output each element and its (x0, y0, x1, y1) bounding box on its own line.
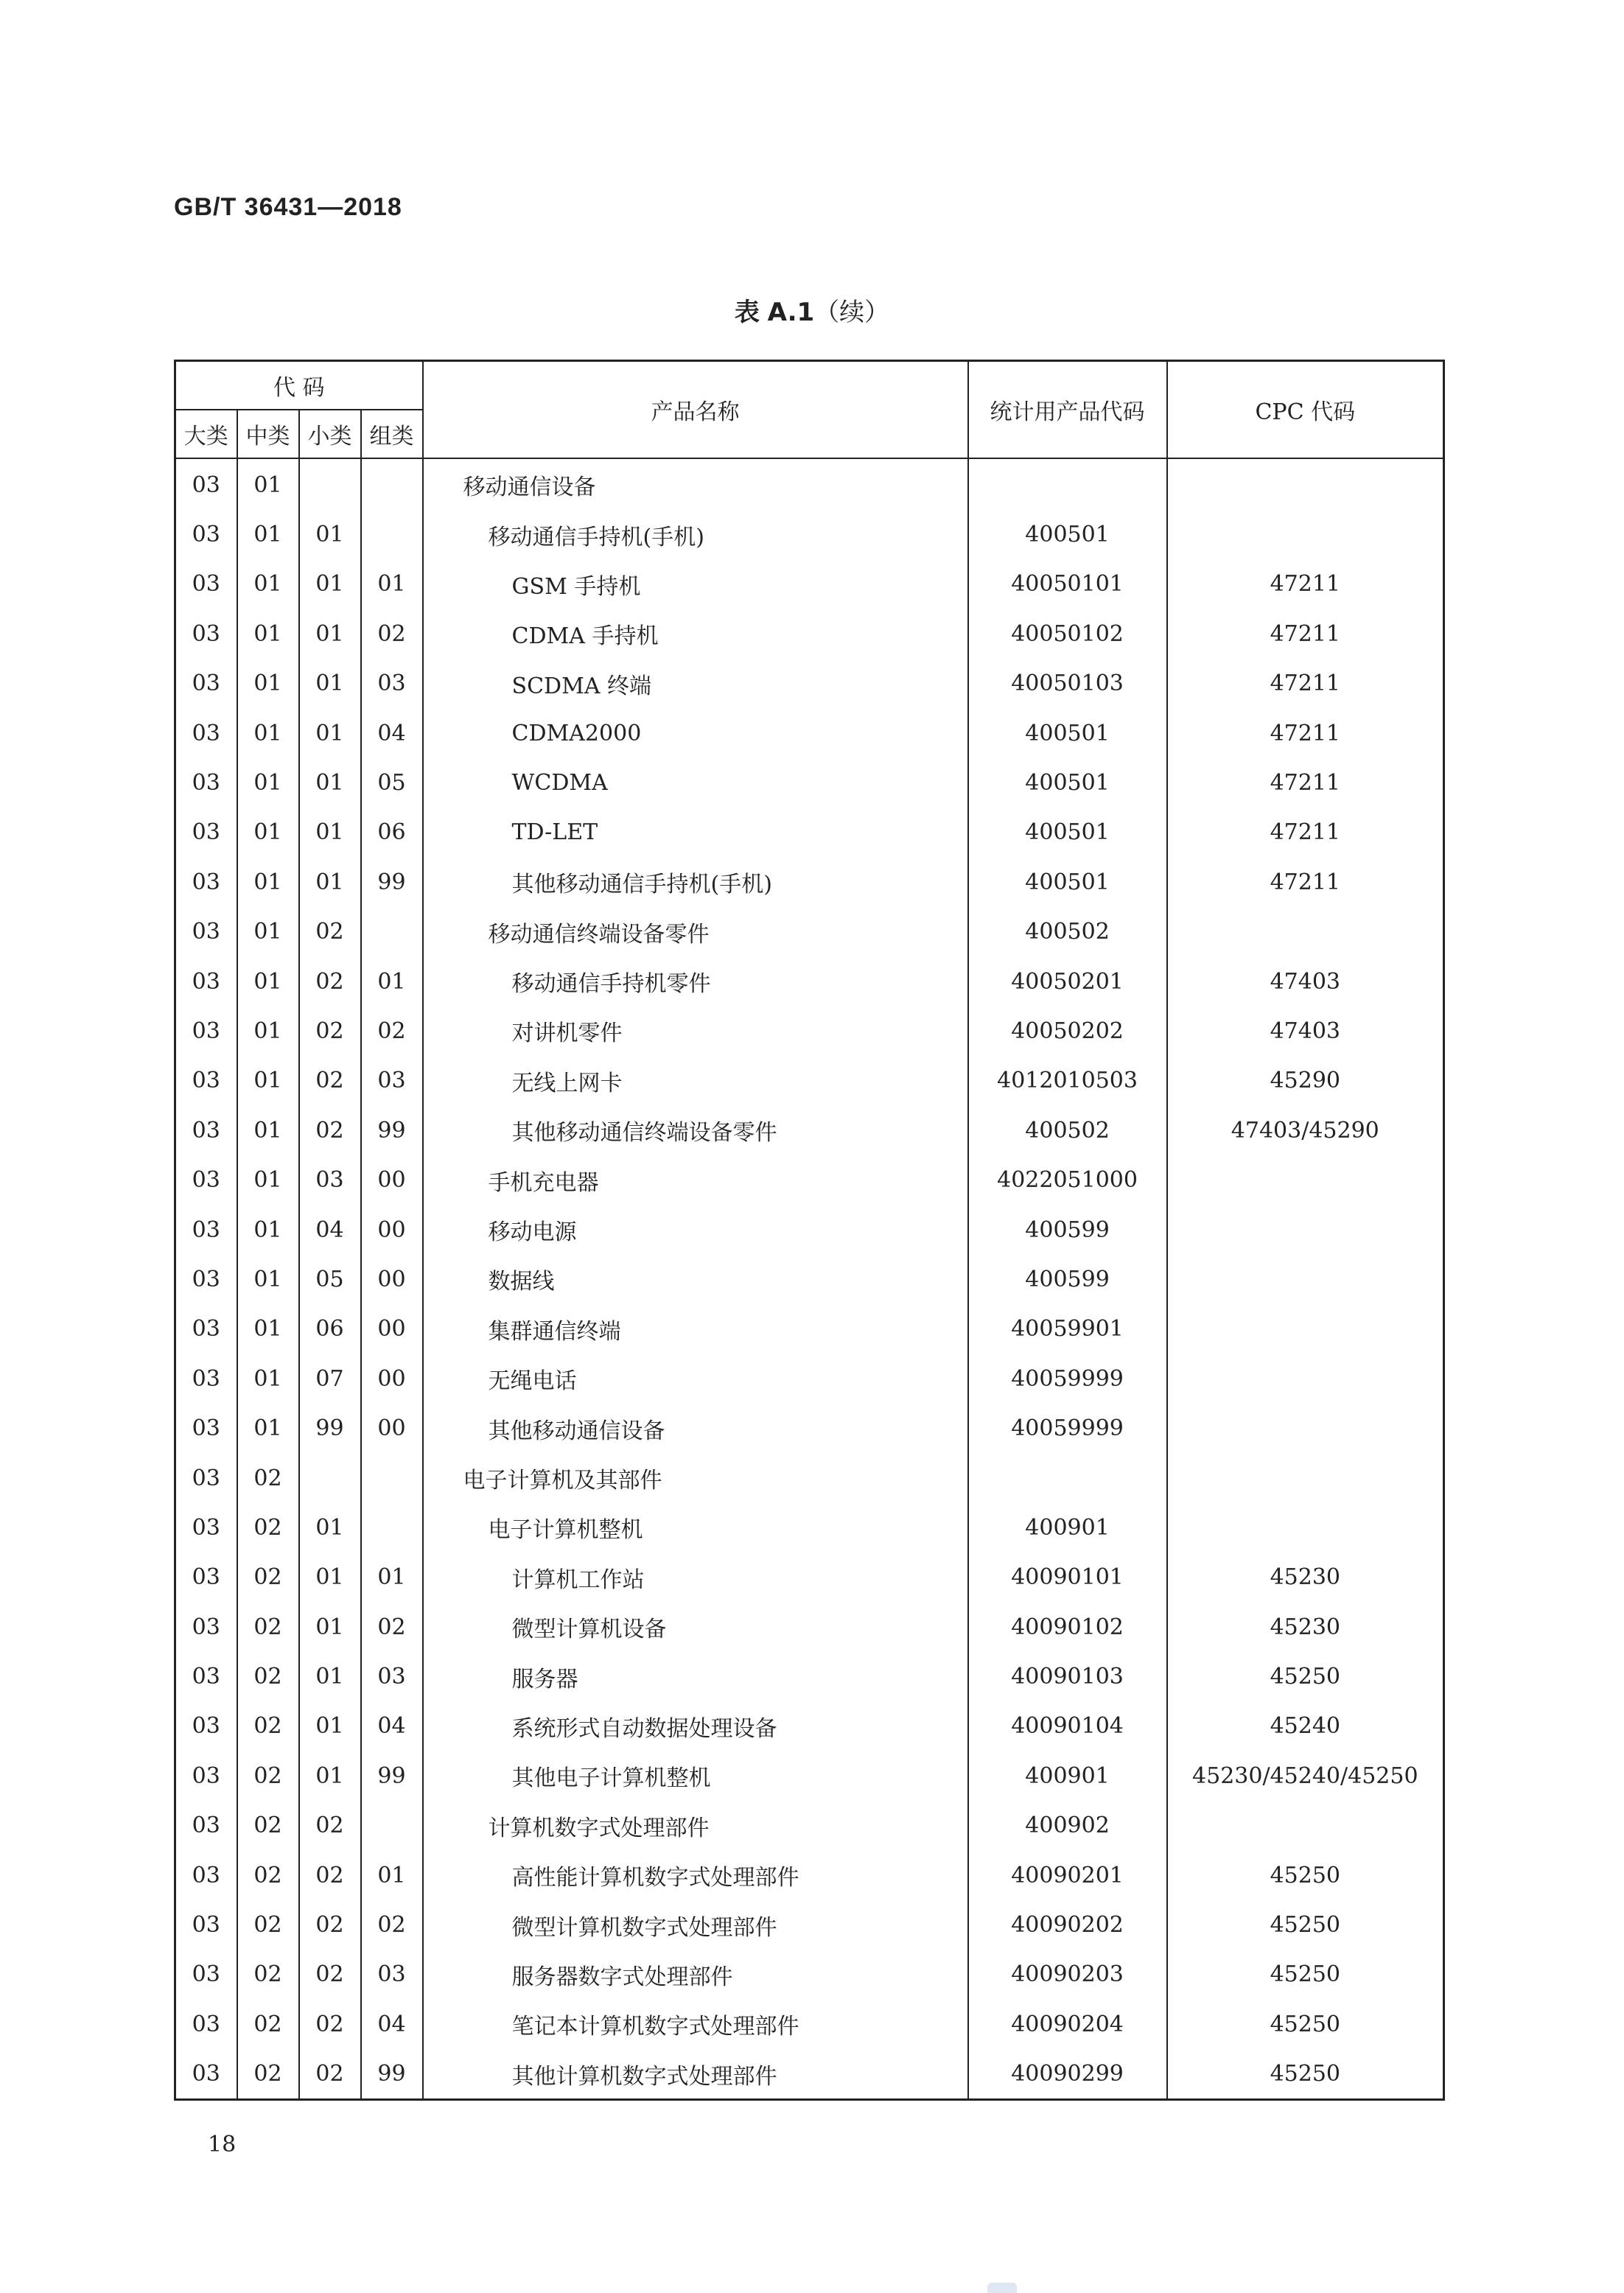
cell-stat-code: 40050102 (968, 609, 1167, 659)
cell-group-class: 03 (361, 1056, 423, 1105)
cell-minor-class: 01 (299, 708, 361, 757)
table-row (175, 1602, 1444, 1651)
cell-minor-class: 99 (299, 1404, 361, 1453)
cell-cpc-code: 45250 (1167, 2049, 1444, 2100)
cell-major-class: 03 (175, 907, 237, 956)
table-row (175, 1354, 1444, 1404)
header-stat-code: 统计用产品代码 (968, 361, 1167, 458)
cell-cpc-code: 45240 (1167, 1701, 1444, 1751)
cell-major-class: 03 (175, 1007, 237, 1056)
cell-group-class: 01 (361, 559, 423, 609)
cell-minor-class: 01 (299, 1602, 361, 1651)
cell-stat-code: 40059901 (968, 1304, 1167, 1354)
cell-major-class: 03 (175, 659, 237, 708)
cell-product-name: 服务器 (423, 1652, 968, 1701)
table-row (175, 708, 1444, 757)
cell-product-name: SCDMA 终端 (423, 659, 968, 708)
cell-minor-class (299, 458, 361, 510)
cell-group-class: 01 (361, 1850, 423, 1900)
cell-medium-class: 02 (237, 1751, 299, 1801)
table-row (175, 1850, 1444, 1900)
cell-major-class: 03 (175, 758, 237, 808)
cell-major-class: 03 (175, 1056, 237, 1105)
table-body (175, 458, 1444, 2100)
cell-stat-code: 400501 (968, 858, 1167, 907)
cell-medium-class: 01 (237, 858, 299, 907)
cell-major-class: 03 (175, 1205, 237, 1254)
table-row (175, 1503, 1444, 1552)
cell-stat-code: 400501 (968, 708, 1167, 757)
table-title-suffix: （续） (814, 298, 890, 327)
cell-medium-class: 02 (237, 2049, 299, 2100)
cell-cpc-code: 45290 (1167, 1056, 1444, 1105)
cell-cpc-code: 45250 (1167, 1950, 1444, 1999)
cell-group-class (361, 458, 423, 510)
cell-major-class: 03 (175, 1503, 237, 1552)
cell-medium-class: 01 (237, 708, 299, 757)
table-row (175, 1950, 1444, 1999)
cell-cpc-code (1167, 510, 1444, 559)
cell-medium-class: 02 (237, 2000, 299, 2049)
cell-major-class: 03 (175, 559, 237, 609)
cell-cpc-code: 45230 (1167, 1602, 1444, 1651)
table-row (175, 808, 1444, 857)
cell-cpc-code (1167, 1801, 1444, 1850)
table-row (175, 1751, 1444, 1801)
cell-group-class: 03 (361, 659, 423, 708)
cell-medium-class: 01 (237, 559, 299, 609)
table-row (175, 1007, 1444, 1056)
cell-group-class: 00 (361, 1205, 423, 1254)
cell-medium-class: 01 (237, 609, 299, 659)
cell-stat-code: 400901 (968, 1751, 1167, 1801)
cell-stat-code: 40090101 (968, 1552, 1167, 1602)
cell-group-class: 99 (361, 2049, 423, 2100)
cell-stat-code: 40059999 (968, 1354, 1167, 1404)
cell-cpc-code: 47211 (1167, 559, 1444, 609)
cell-stat-code: 40050101 (968, 559, 1167, 609)
cell-cpc-code (1167, 1453, 1444, 1502)
cell-product-name: 计算机工作站 (423, 1552, 968, 1602)
cell-minor-class: 02 (299, 956, 361, 1006)
cell-minor-class: 02 (299, 2049, 361, 2100)
cell-product-name: 集群通信终端 (423, 1304, 968, 1354)
table-row (175, 1453, 1444, 1502)
cell-cpc-code: 47211 (1167, 659, 1444, 708)
cell-group-class: 04 (361, 708, 423, 757)
table-row (175, 510, 1444, 559)
cell-major-class: 03 (175, 1404, 237, 1453)
cell-product-name: 对讲机零件 (423, 1007, 968, 1056)
cell-minor-class: 01 (299, 609, 361, 659)
table-row (175, 609, 1444, 659)
cell-minor-class: 01 (299, 510, 361, 559)
table-row (175, 1056, 1444, 1105)
cell-group-class: 00 (361, 1255, 423, 1304)
cell-product-name: 无绳电话 (423, 1354, 968, 1404)
cell-medium-class: 01 (237, 1304, 299, 1354)
cell-stat-code (968, 458, 1167, 510)
cell-group-class: 05 (361, 758, 423, 808)
cell-stat-code: 40050103 (968, 659, 1167, 708)
cell-minor-class: 01 (299, 808, 361, 857)
cell-medium-class: 02 (237, 1950, 299, 1999)
cell-group-class: 02 (361, 1007, 423, 1056)
table-row (175, 1304, 1444, 1354)
cell-minor-class: 05 (299, 1255, 361, 1304)
table-row (175, 758, 1444, 808)
cell-medium-class: 01 (237, 1007, 299, 1056)
cell-group-class: 02 (361, 1900, 423, 1950)
cell-medium-class: 01 (237, 907, 299, 956)
cell-product-name: 笔记本计算机数字式处理部件 (423, 2000, 968, 2049)
cell-major-class: 03 (175, 708, 237, 757)
cell-stat-code: 4012010503 (968, 1056, 1167, 1105)
cell-cpc-code: 45250 (1167, 2000, 1444, 2049)
cell-cpc-code: 47403/45290 (1167, 1106, 1444, 1155)
cell-minor-class: 04 (299, 1205, 361, 1254)
cell-product-name: 移动电源 (423, 1205, 968, 1254)
cell-medium-class: 02 (237, 1453, 299, 1502)
cell-product-name: 手机充电器 (423, 1155, 968, 1205)
table-title-id: A.1 (767, 298, 815, 327)
cell-minor-class: 02 (299, 1056, 361, 1105)
cell-minor-class: 02 (299, 1801, 361, 1850)
cell-stat-code: 40050202 (968, 1007, 1167, 1056)
cell-product-name: 移动通信手持机零件 (423, 956, 968, 1006)
cell-medium-class: 01 (237, 1354, 299, 1404)
table-row (175, 1404, 1444, 1453)
cell-medium-class: 01 (237, 510, 299, 559)
cell-major-class: 03 (175, 1950, 237, 1999)
cell-major-class: 03 (175, 609, 237, 659)
cell-minor-class: 01 (299, 1701, 361, 1751)
table-row (175, 2049, 1444, 2100)
cell-product-name: 数据线 (423, 1255, 968, 1304)
cell-minor-class: 02 (299, 1950, 361, 1999)
cell-cpc-code: 45230/45240/45250 (1167, 1751, 1444, 1801)
cell-stat-code: 400599 (968, 1255, 1167, 1304)
cell-major-class: 03 (175, 1701, 237, 1751)
cell-product-name: 其他电子计算机整机 (423, 1751, 968, 1801)
table-row (175, 458, 1444, 510)
cell-medium-class: 02 (237, 1503, 299, 1552)
cell-medium-class: 01 (237, 1404, 299, 1453)
cell-major-class: 03 (175, 1900, 237, 1950)
cell-stat-code: 400901 (968, 1503, 1167, 1552)
cell-stat-code: 40090202 (968, 1900, 1167, 1950)
scan-artifact (987, 2283, 1017, 2293)
header-code-group: 代 码 (175, 361, 423, 410)
cell-medium-class: 01 (237, 758, 299, 808)
table-row (175, 858, 1444, 907)
cell-group-class: 02 (361, 1602, 423, 1651)
cell-major-class: 03 (175, 1106, 237, 1155)
cell-minor-class: 02 (299, 1900, 361, 1950)
cell-product-name: WCDMA (423, 758, 968, 808)
cell-group-class: 04 (361, 1701, 423, 1751)
cell-minor-class: 06 (299, 1304, 361, 1354)
header-minor-class: 小类 (299, 410, 361, 458)
table-row (175, 1255, 1444, 1304)
table-row (175, 659, 1444, 708)
cell-stat-code: 400502 (968, 1106, 1167, 1155)
cell-group-class: 00 (361, 1155, 423, 1205)
cell-product-name: 微型计算机设备 (423, 1602, 968, 1651)
cell-cpc-code (1167, 458, 1444, 510)
cell-group-class (361, 1503, 423, 1552)
cell-cpc-code (1167, 1205, 1444, 1254)
table-row (175, 1900, 1444, 1950)
cell-major-class: 03 (175, 808, 237, 857)
cell-minor-class: 01 (299, 1503, 361, 1552)
header-medium-class: 中类 (237, 410, 299, 458)
cell-stat-code: 40090299 (968, 2049, 1167, 2100)
cell-major-class: 03 (175, 1304, 237, 1354)
cell-minor-class: 03 (299, 1155, 361, 1205)
cell-major-class: 03 (175, 1801, 237, 1850)
cell-medium-class: 01 (237, 1205, 299, 1254)
cell-major-class: 03 (175, 1354, 237, 1404)
cell-stat-code: 40050201 (968, 956, 1167, 1006)
cell-minor-class: 01 (299, 559, 361, 609)
table-row (175, 956, 1444, 1006)
cell-major-class: 03 (175, 2049, 237, 2100)
cell-cpc-code: 47211 (1167, 758, 1444, 808)
cell-medium-class: 01 (237, 1056, 299, 1105)
cell-stat-code: 40090103 (968, 1652, 1167, 1701)
cell-major-class: 03 (175, 858, 237, 907)
cell-product-name: 移动通信设备 (423, 458, 968, 510)
cell-major-class: 03 (175, 956, 237, 1006)
cell-cpc-code: 47403 (1167, 1007, 1444, 1056)
cell-group-class: 02 (361, 609, 423, 659)
cell-group-class: 01 (361, 1552, 423, 1602)
cell-medium-class: 01 (237, 956, 299, 1006)
cell-group-class: 00 (361, 1304, 423, 1354)
cell-stat-code: 40090201 (968, 1850, 1167, 1900)
cell-medium-class: 02 (237, 1850, 299, 1900)
cell-group-class: 99 (361, 1751, 423, 1801)
cell-medium-class: 02 (237, 1652, 299, 1701)
table-row (175, 1701, 1444, 1751)
cell-medium-class: 01 (237, 1255, 299, 1304)
cell-minor-class: 02 (299, 1007, 361, 1056)
cell-group-class: 00 (361, 1354, 423, 1404)
cell-product-name: 移动通信终端设备零件 (423, 907, 968, 956)
cell-stat-code: 40090203 (968, 1950, 1167, 1999)
cell-minor-class (299, 1453, 361, 1502)
cell-minor-class: 01 (299, 858, 361, 907)
cell-cpc-code (1167, 907, 1444, 956)
table-row (175, 1155, 1444, 1205)
cell-product-name: 计算机数字式处理部件 (423, 1801, 968, 1850)
cell-minor-class: 01 (299, 1652, 361, 1701)
cell-stat-code: 40090204 (968, 2000, 1167, 2049)
cell-major-class: 03 (175, 1751, 237, 1801)
table-title (0, 292, 1624, 328)
cell-cpc-code: 45250 (1167, 1900, 1444, 1950)
cell-stat-code: 400501 (968, 758, 1167, 808)
table-row (175, 1106, 1444, 1155)
cell-major-class: 03 (175, 1155, 237, 1205)
table-row (175, 1652, 1444, 1701)
cell-product-name: 系统形式自动数据处理设备 (423, 1701, 968, 1751)
cell-group-class (361, 510, 423, 559)
cell-stat-code: 400502 (968, 907, 1167, 956)
cell-group-class: 99 (361, 1106, 423, 1155)
cell-group-class: 99 (361, 858, 423, 907)
cell-major-class: 03 (175, 458, 237, 510)
table-row (175, 2000, 1444, 2049)
cell-cpc-code (1167, 1304, 1444, 1354)
cell-major-class: 03 (175, 1453, 237, 1502)
cell-stat-code: 400501 (968, 808, 1167, 857)
cell-product-name: 移动通信手持机(手机) (423, 510, 968, 559)
cell-minor-class: 02 (299, 907, 361, 956)
cell-product-name: 其他移动通信手持机(手机) (423, 858, 968, 907)
cell-major-class: 03 (175, 1602, 237, 1651)
cell-product-name: 服务器数字式处理部件 (423, 1950, 968, 1999)
cell-major-class: 03 (175, 1255, 237, 1304)
cell-minor-class: 07 (299, 1354, 361, 1404)
table-row (175, 1801, 1444, 1850)
table-row (175, 559, 1444, 609)
cell-cpc-code (1167, 1255, 1444, 1304)
cell-stat-code (968, 1453, 1167, 1502)
cell-product-name: 高性能计算机数字式处理部件 (423, 1850, 968, 1900)
cell-cpc-code (1167, 1354, 1444, 1404)
product-code-table (174, 360, 1445, 2101)
cell-product-name: 无线上网卡 (423, 1056, 968, 1105)
cell-group-class: 00 (361, 1404, 423, 1453)
cell-stat-code: 400902 (968, 1801, 1167, 1850)
table-row (175, 907, 1444, 956)
table-row (175, 1552, 1444, 1602)
cell-stat-code: 40090102 (968, 1602, 1167, 1651)
cell-minor-class: 02 (299, 1106, 361, 1155)
cell-stat-code: 4022051000 (968, 1155, 1167, 1205)
cell-cpc-code: 45250 (1167, 1850, 1444, 1900)
cell-product-name: 电子计算机及其部件 (423, 1453, 968, 1502)
cell-medium-class: 01 (237, 458, 299, 510)
header-major-class: 大类 (175, 410, 237, 458)
cell-medium-class: 02 (237, 1602, 299, 1651)
cell-medium-class: 02 (237, 1552, 299, 1602)
cell-group-class (361, 907, 423, 956)
cell-group-class: 03 (361, 1950, 423, 1999)
cell-minor-class: 01 (299, 1552, 361, 1602)
cell-stat-code: 40059999 (968, 1404, 1167, 1453)
cell-medium-class: 01 (237, 659, 299, 708)
cell-major-class: 03 (175, 1850, 237, 1900)
cell-major-class: 03 (175, 1652, 237, 1701)
cell-medium-class: 01 (237, 1106, 299, 1155)
cell-minor-class: 01 (299, 1751, 361, 1801)
cell-group-class: 04 (361, 2000, 423, 2049)
cell-group-class (361, 1801, 423, 1850)
cell-product-name: 其他计算机数字式处理部件 (423, 2049, 968, 2100)
cell-stat-code: 400501 (968, 510, 1167, 559)
cell-minor-class: 02 (299, 2000, 361, 2049)
cell-group-class: 06 (361, 808, 423, 857)
cell-cpc-code: 47211 (1167, 609, 1444, 659)
cell-cpc-code: 47211 (1167, 808, 1444, 857)
cell-minor-class: 01 (299, 659, 361, 708)
cell-stat-code: 400599 (968, 1205, 1167, 1254)
page-number: 18 (208, 2132, 237, 2157)
cell-medium-class: 02 (237, 1900, 299, 1950)
cell-minor-class: 02 (299, 1850, 361, 1900)
cell-product-name: 微型计算机数字式处理部件 (423, 1900, 968, 1950)
cell-product-name: 其他移动通信终端设备零件 (423, 1106, 968, 1155)
cell-product-name: 电子计算机整机 (423, 1503, 968, 1552)
cell-cpc-code (1167, 1155, 1444, 1205)
cell-medium-class: 01 (237, 808, 299, 857)
header-product-name: 产品名称 (423, 361, 968, 458)
cell-product-name: 其他移动通信设备 (423, 1404, 968, 1453)
cell-cpc-code (1167, 1404, 1444, 1453)
cell-group-class (361, 1453, 423, 1502)
cell-medium-class: 02 (237, 1801, 299, 1850)
cell-major-class: 03 (175, 510, 237, 559)
cell-product-name: TD-LET (423, 808, 968, 857)
cell-cpc-code: 45230 (1167, 1552, 1444, 1602)
header-group-class: 组类 (361, 410, 423, 458)
table-row (175, 1205, 1444, 1254)
cell-minor-class: 01 (299, 758, 361, 808)
cell-major-class: 03 (175, 2000, 237, 2049)
cell-medium-class: 02 (237, 1701, 299, 1751)
cell-product-name: CDMA2000 (423, 708, 968, 757)
cell-cpc-code: 47211 (1167, 858, 1444, 907)
standard-code: GB/T 36431—2018 (174, 193, 402, 221)
cell-cpc-code: 47403 (1167, 956, 1444, 1006)
cell-group-class: 01 (361, 956, 423, 1006)
header-cpc-code: CPC 代码 (1167, 361, 1444, 458)
cell-product-name: CDMA 手持机 (423, 609, 968, 659)
cell-medium-class: 01 (237, 1155, 299, 1205)
cell-cpc-code: 45250 (1167, 1652, 1444, 1701)
cell-cpc-code (1167, 1503, 1444, 1552)
cell-stat-code: 40090104 (968, 1701, 1167, 1751)
cell-product-name: GSM 手持机 (423, 559, 968, 609)
cell-major-class: 03 (175, 1552, 237, 1602)
cell-cpc-code: 47211 (1167, 708, 1444, 757)
cell-group-class: 03 (361, 1652, 423, 1701)
table-title-label: 表 (734, 298, 760, 327)
